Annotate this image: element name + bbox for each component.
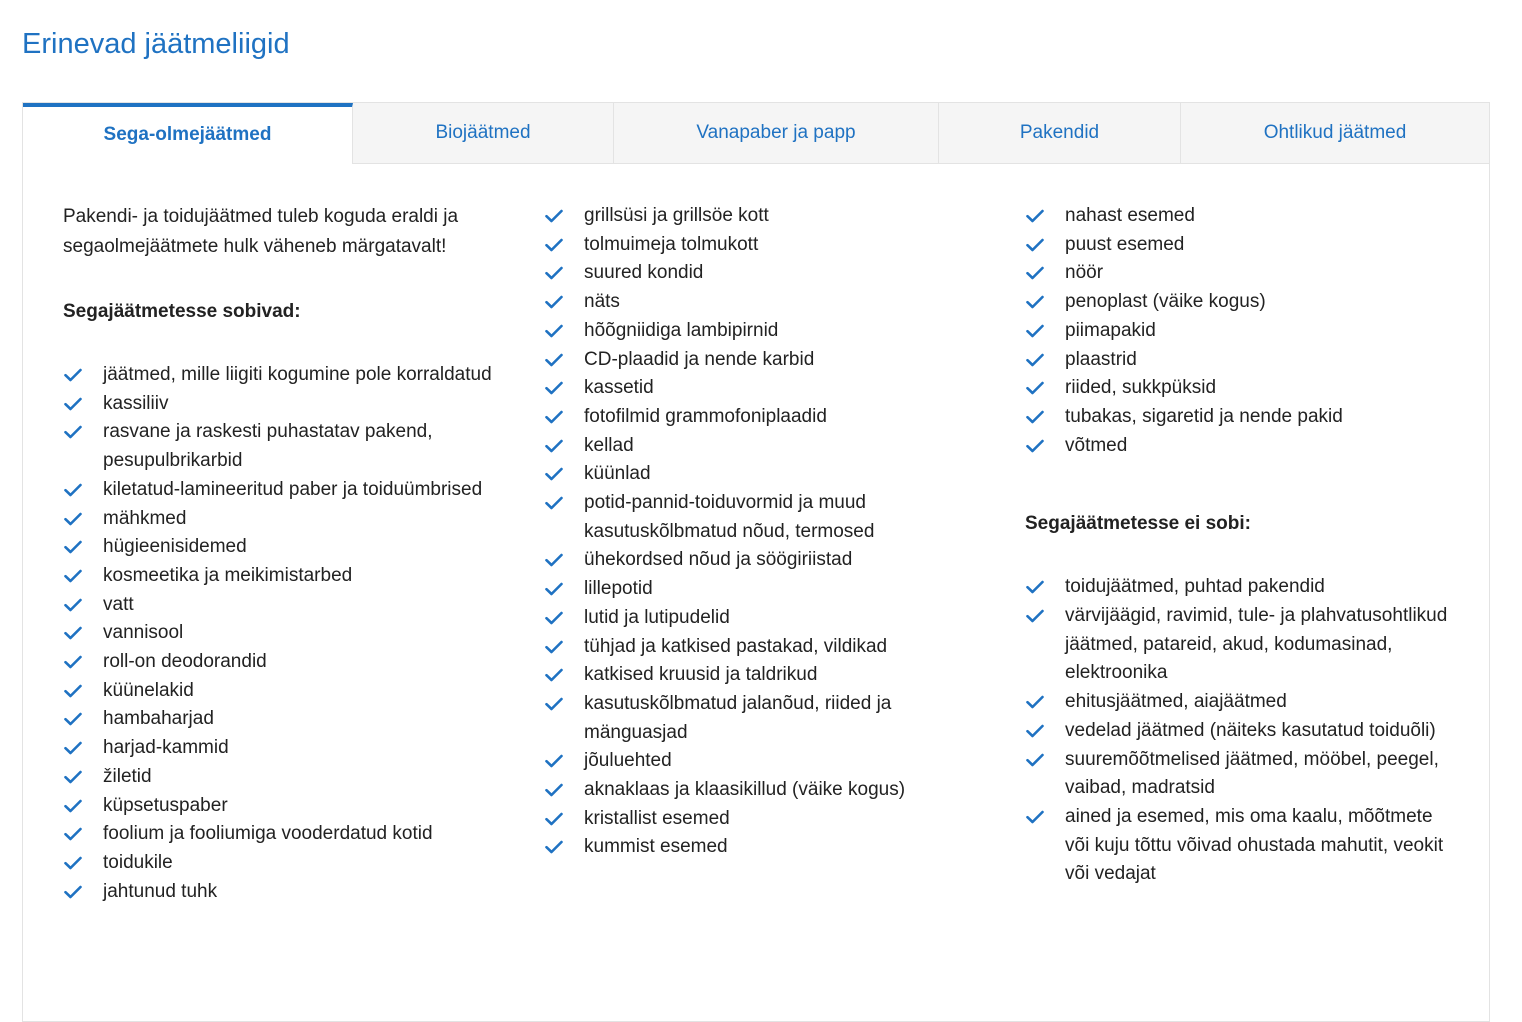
check-icon — [1026, 238, 1044, 252]
list-item — [544, 346, 944, 375]
list-item — [544, 460, 944, 489]
list-item-label: grillsüsi ja grillsöe kott — [584, 205, 769, 226]
list-item-label: kasutuskõlbmatud jalanõud, riided ja mänguasjad — [584, 692, 892, 743]
check-icon — [1026, 324, 1044, 338]
list-item — [544, 374, 944, 403]
check-icon — [1026, 295, 1044, 309]
check-icon — [64, 684, 82, 698]
list-item — [63, 505, 503, 534]
list-item-label: aknaklaas ja klaasikillud (väike kogus) — [584, 779, 906, 801]
tab-biojaatmed[interactable]: Biojäätmed — [353, 103, 614, 163]
list-item — [1025, 374, 1455, 403]
check-icon — [64, 770, 82, 784]
list-item-label: tühjad ja katkised pastakad, vildikad — [584, 635, 888, 657]
check-icon — [64, 512, 82, 526]
check-icon — [545, 353, 563, 367]
list-item-label: toidukile — [103, 851, 173, 873]
list-item-label: kellad — [584, 434, 634, 456]
check-icon — [64, 885, 82, 899]
list-item — [63, 390, 503, 419]
list-item — [544, 690, 944, 747]
list-item — [63, 677, 503, 706]
list-item — [544, 259, 944, 288]
list-item-label: värvijäägid, ravimid, tule- ja plahvatusohtlikud jäätmed, patareid, akud, kodumasinad, elektroonika — [1065, 605, 1448, 684]
list-item — [1025, 688, 1455, 717]
list-item — [63, 591, 503, 620]
list-item-label: jõuluehted — [584, 750, 672, 772]
list-item — [544, 317, 944, 346]
check-icon — [545, 812, 563, 826]
list-item-label: potid-pannid-toiduvormid ja muud kasutuskõlbmatud nõud, termosed — [584, 492, 875, 542]
list-item — [63, 705, 503, 734]
list-item — [1025, 602, 1455, 688]
check-icon — [545, 467, 563, 481]
check-icon — [1026, 381, 1044, 395]
list-item — [63, 476, 503, 505]
list-item — [1025, 432, 1455, 461]
list-item — [1025, 288, 1455, 317]
list-item — [544, 231, 944, 260]
list-item-label: harjad-kammid — [103, 737, 229, 759]
check-icon — [545, 783, 563, 797]
list-item — [63, 533, 503, 562]
check-icon — [64, 540, 82, 554]
list-item-label: vannisool — [103, 622, 184, 644]
list-item-label: võtmed — [1065, 434, 1128, 456]
list-item-label: nöör — [1065, 262, 1104, 284]
list-item-label: küünelakid — [103, 679, 194, 701]
list-item-label: toidujäätmed, puhtad pakendid — [1065, 576, 1325, 598]
check-icon — [64, 655, 82, 669]
list-item-label: puust esemed — [1065, 233, 1185, 255]
list-item-label: tolmuimeja tolmukott — [584, 233, 759, 255]
check-icon — [1026, 695, 1044, 709]
list-item-label: katkised kruusid ja taldrikud — [584, 664, 818, 686]
check-icon — [545, 295, 563, 309]
list-item — [63, 648, 503, 677]
tab-sega-olmejaatmed[interactable]: Sega-olmejäätmed — [23, 103, 353, 164]
check-icon — [1026, 353, 1044, 367]
check-icon — [545, 410, 563, 424]
check-icon — [545, 754, 563, 768]
list-item — [1025, 346, 1455, 375]
list-item-label: ehitusjäätmed, aiajäätmed — [1065, 691, 1287, 713]
check-icon — [1026, 209, 1044, 223]
check-icon — [545, 668, 563, 682]
check-icon — [545, 324, 563, 338]
check-icon — [1026, 609, 1044, 623]
list-item — [63, 878, 503, 907]
check-icon — [64, 425, 82, 439]
suitable-list-col1 — [63, 361, 503, 906]
check-icon — [64, 856, 82, 870]
list-item — [1025, 202, 1455, 231]
list-item-label: kosmeetika ja meikimistarbed — [103, 564, 353, 586]
list-item — [544, 805, 944, 834]
list-item-label: vedelad jäätmed (näiteks kasutatud toiduõli) — [1065, 719, 1436, 741]
check-icon — [545, 381, 563, 395]
list-item — [544, 604, 944, 633]
check-icon — [545, 496, 563, 510]
list-item-label: riided, sukkpüksid — [1065, 377, 1217, 399]
tab-vanapaber-ja-papp[interactable]: Vanapaber ja papp — [614, 103, 939, 163]
suitable-list-col2 — [544, 202, 944, 862]
intro-text: Pakendi- ja toidujäätmed tuleb koguda eraldi ja segaolmejäätmete hulk väheneb märgatavalt! — [63, 206, 459, 257]
unsuitable-heading: Segajäätmetesse ei sobi: — [1025, 513, 1251, 535]
check-icon — [1026, 724, 1044, 738]
list-item — [63, 619, 503, 648]
list-item-label: tubakas, sigaretid ja nende pakid — [1065, 405, 1343, 427]
list-item — [1025, 403, 1455, 432]
unsuitable-list — [1025, 573, 1455, 889]
tab-ohtlikud-jaatmed[interactable]: Ohtlikud jäätmed — [1263, 122, 1407, 143]
list-item — [544, 202, 944, 231]
list-item-label: lutid ja lutipudelid — [584, 606, 730, 628]
list-item — [544, 833, 944, 862]
list-item-label: suured kondid — [584, 262, 704, 284]
list-item-label: hambaharjad — [103, 708, 214, 730]
check-icon — [64, 626, 82, 640]
content-column-3 — [1025, 202, 1455, 889]
list-item-label: jahtunud tuhk — [103, 880, 218, 902]
list-item — [1025, 803, 1455, 889]
check-icon — [545, 439, 563, 453]
list-item — [544, 432, 944, 461]
list-item-label: piimapakid — [1065, 319, 1156, 341]
list-item — [544, 747, 944, 776]
list-item-label: kassetid — [584, 377, 654, 399]
list-item-label: kummist esemed — [584, 836, 728, 858]
list-item-label: rasvane ja raskesti puhastatav pakend, pesupulbrikarbid — [103, 421, 433, 472]
list-item — [1025, 259, 1455, 288]
list-item — [1025, 717, 1455, 746]
list-item — [544, 403, 944, 432]
list-item-label: küünlad — [584, 463, 651, 485]
list-item-label: foolium ja fooliumiga vooderdatud kotid — [103, 823, 433, 845]
list-item-label: penoplast (väike kogus) — [1065, 291, 1266, 313]
content-column-2 — [544, 202, 944, 862]
list-item — [63, 562, 503, 591]
tab-bar — [23, 103, 1489, 164]
list-item-label: ühekordsed nõud ja söögiriistad — [584, 549, 853, 571]
check-icon — [545, 266, 563, 280]
list-item-label: küpsetuspaber — [103, 794, 228, 816]
check-icon — [545, 840, 563, 854]
check-icon — [545, 611, 563, 625]
list-item — [63, 849, 503, 878]
list-item-label: kristallist esemed — [584, 807, 730, 829]
list-item — [544, 546, 944, 575]
check-icon — [64, 827, 82, 841]
list-item-label: ained ja esemed, mis oma kaalu, mõõtmete või kuju tõttu võivad ohustada mahutit, veokit või vedajat — [1065, 805, 1444, 885]
tab-pakendid[interactable]: Pakendid — [939, 103, 1181, 163]
check-icon — [1026, 410, 1044, 424]
check-icon — [64, 569, 82, 583]
list-item — [63, 734, 503, 763]
list-item-label: fotofilmid grammofoniplaadid — [584, 405, 827, 427]
suitable-list-col3 — [1025, 202, 1455, 460]
check-icon — [1026, 810, 1044, 824]
check-icon — [64, 799, 82, 813]
check-icon — [1026, 753, 1044, 767]
check-icon — [545, 553, 563, 567]
list-item — [1025, 231, 1455, 260]
list-item — [1025, 317, 1455, 346]
check-icon — [545, 582, 563, 596]
list-item-label: hügieenisidemed — [103, 536, 247, 558]
list-item-label: nahast esemed — [1065, 205, 1195, 226]
check-icon — [545, 697, 563, 711]
suitable-heading: Segajäätmetesse sobivad: — [63, 301, 301, 322]
check-icon — [64, 598, 82, 612]
check-icon — [545, 209, 563, 223]
list-item-label: kiletatud-lamineeritud paber ja toiduümbrised — [103, 478, 483, 500]
check-icon — [64, 741, 82, 755]
list-item-label: suuremõõtmelised jäätmed, mööbel, peegel, vaibad, madratsid — [1065, 748, 1439, 799]
list-item-label: plaastrid — [1065, 348, 1137, 370]
list-item — [544, 288, 944, 317]
check-icon — [64, 712, 82, 726]
check-icon — [545, 238, 563, 252]
check-icon — [64, 397, 82, 411]
list-item — [63, 792, 503, 821]
check-icon — [64, 483, 82, 497]
check-icon — [1026, 266, 1044, 280]
list-item-label: kassiliiv — [103, 392, 169, 414]
list-item — [544, 633, 944, 662]
list-item — [544, 776, 944, 805]
list-item-label: vatt — [103, 593, 134, 615]
page-title: Erinevad jäätmeliigid — [22, 28, 290, 60]
list-item — [63, 820, 503, 849]
list-item-label: roll-on deodorandid — [103, 651, 267, 673]
list-item-label: mähkmed — [103, 507, 187, 529]
check-icon — [1026, 439, 1044, 453]
content-column-1 — [63, 202, 503, 906]
list-item-label: hõõgniidiga lambipirnid — [584, 319, 779, 341]
list-item — [1025, 746, 1455, 803]
list-item-label: CD-plaadid ja nende karbid — [584, 348, 815, 370]
check-icon — [64, 368, 82, 382]
list-item — [544, 489, 944, 546]
list-item — [63, 361, 503, 390]
check-icon — [1026, 580, 1044, 594]
list-item-label: žiletid — [103, 765, 152, 787]
list-item-label: näts — [584, 291, 620, 313]
list-item — [63, 763, 503, 792]
list-item-label: jäätmed, mille liigiti kogumine pole korraldatud — [103, 364, 492, 385]
list-item — [544, 661, 944, 690]
check-icon — [545, 640, 563, 654]
list-item — [1025, 573, 1455, 602]
list-item-label: lillepotid — [584, 578, 653, 600]
list-item — [63, 418, 503, 475]
list-item — [544, 575, 944, 604]
